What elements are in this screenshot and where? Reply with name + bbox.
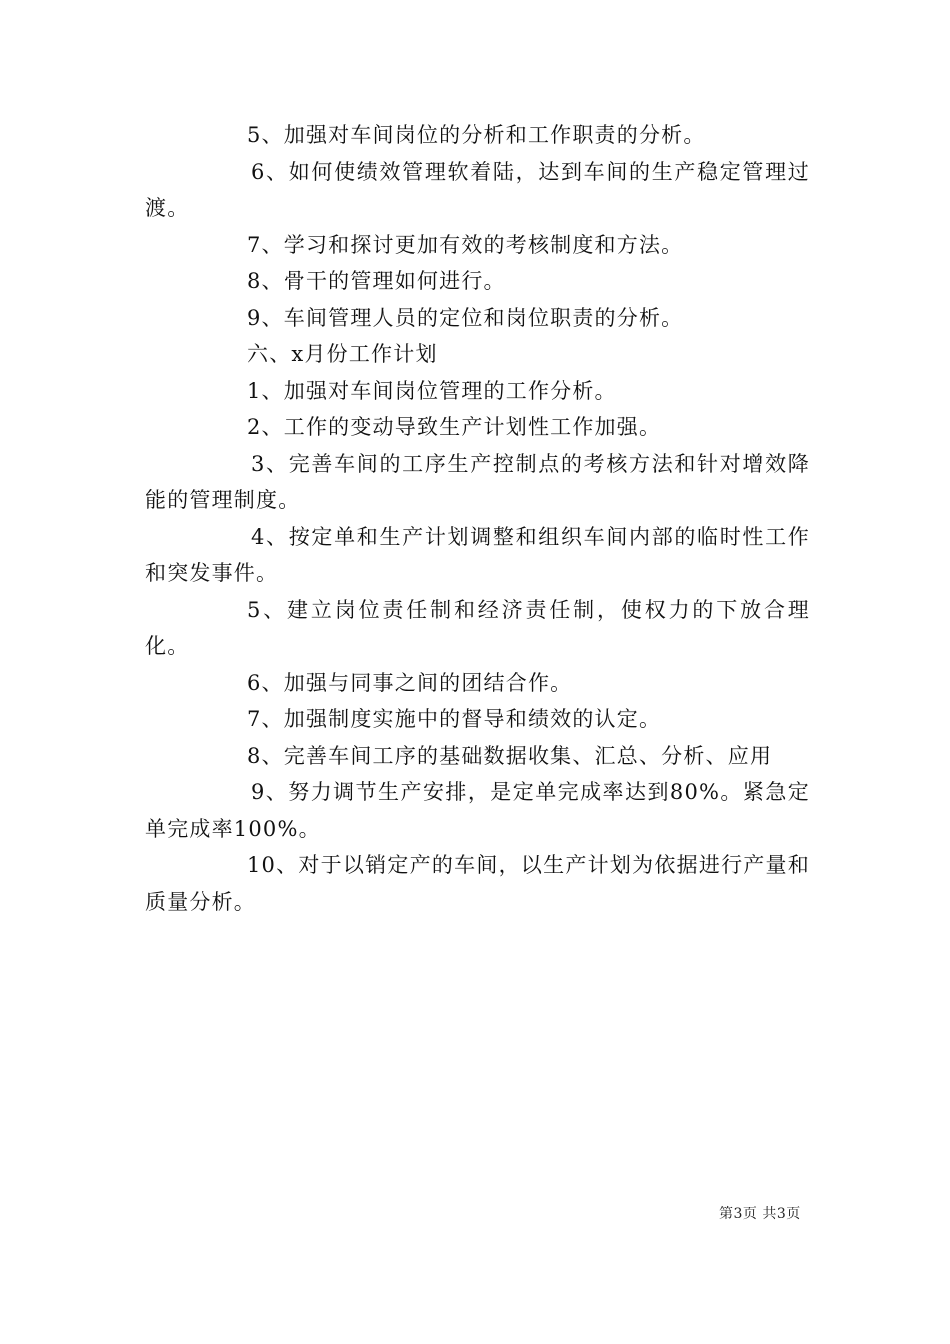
paragraph: 5、加强对车间岗位的分析和工作职责的分析。 (247, 123, 706, 147)
paragraph: 2、工作的变动导致生产计划性工作加强。 (247, 415, 662, 439)
paragraph: 3、完善车间的工序生产控制点的考核方法和针对增效降能的管理制度。 (145, 451, 810, 512)
document-body (145, 117, 810, 920)
paragraph: 9、努力调节生产安排，是定单完成率达到80%。紧急定单完成率100%。 (145, 780, 810, 841)
paragraph: 8、完善车间工序的基础数据收集、汇总、分析、应用 (247, 743, 773, 768)
paragraph: 9、车间管理人员的定位和岗位职责的分析。 (247, 305, 684, 330)
paragraph: 4、按定单和生产计划调整和组织车间内部的临时性工作和突发事件。 (145, 524, 810, 585)
paragraph: 10、对于以销定产的车间，以生产计划为依据进行产量和质量分析。 (145, 853, 810, 914)
paragraph: 6、如何使绩效管理软着陆，达到车间的生产稳定管理过渡。 (145, 159, 810, 220)
section-heading: 六、x月份工作计划 (247, 342, 438, 366)
paragraph: 5、建立岗位责任制和经济责任制，使权力的下放合理化。 (145, 597, 810, 658)
paragraph: 8、骨干的管理如何进行。 (247, 269, 506, 293)
paragraph: 7、学习和探讨更加有效的考核制度和方法。 (247, 232, 684, 257)
page-number-footer: 第3页 共3页 (719, 1206, 801, 1222)
paragraph: 6、加强与同事之间的团结合作。 (247, 670, 573, 695)
paragraph: 7、加强制度实施中的督导和绩效的认定。 (247, 707, 662, 731)
paragraph: 1、加强对车间岗位管理的工作分析。 (247, 378, 617, 403)
